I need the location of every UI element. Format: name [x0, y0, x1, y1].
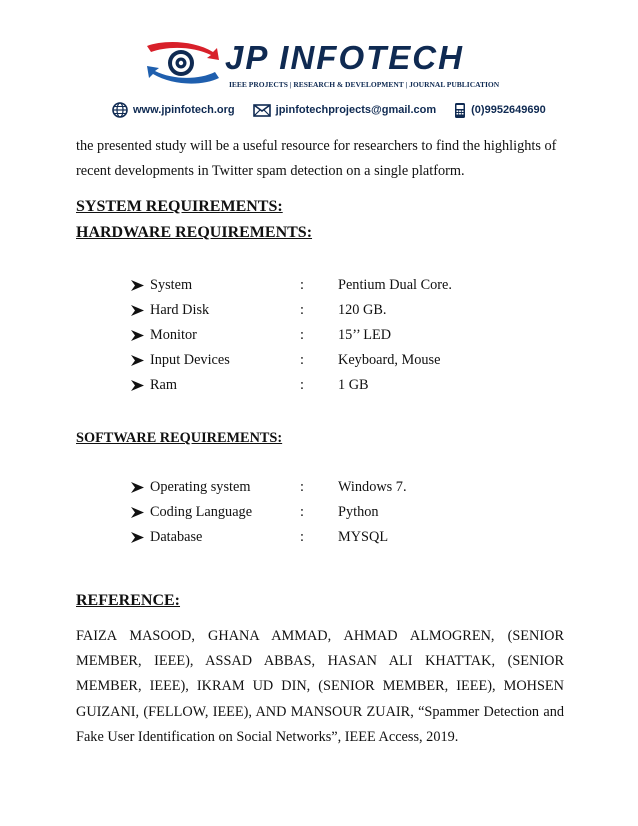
arrow-bullet-icon — [131, 305, 144, 316]
separator: : — [300, 302, 304, 318]
software-value: Python — [338, 504, 379, 520]
mobile-phone-icon — [454, 102, 466, 119]
contact-row — [112, 101, 546, 119]
phone-contact[interactable] — [454, 102, 546, 119]
hardware-name: Ram — [150, 377, 178, 393]
hardware-name: Monitor — [150, 327, 197, 343]
hardware-requirements-heading: HARDWARE REQUIREMENTS: — [76, 224, 313, 241]
arrow-bullet-icon — [131, 380, 144, 391]
separator: : — [300, 352, 304, 368]
email-contact[interactable] — [253, 104, 436, 117]
separator: : — [300, 504, 304, 520]
hardware-value: 15’’ LED — [338, 327, 392, 343]
separator: : — [300, 277, 304, 293]
arrow-bullet-icon — [131, 532, 144, 543]
hardware-value: 1 GB — [338, 377, 369, 393]
arrow-bullet-icon — [131, 330, 144, 341]
reference-heading: REFERENCE: — [76, 592, 181, 609]
software-value: Windows 7. — [338, 479, 407, 495]
envelope-icon — [253, 104, 271, 117]
separator: : — [300, 377, 304, 393]
software-name: Coding Language — [150, 504, 253, 520]
separator: : — [300, 529, 304, 545]
software-name: Database — [150, 529, 203, 545]
separator: : — [300, 327, 304, 343]
email-link[interactable]: jpinfotechprojects@gmail.com — [275, 104, 437, 116]
hardware-value: Pentium Dual Core. — [338, 277, 452, 293]
hardware-name: System — [150, 277, 193, 293]
software-name: Operating system — [150, 479, 251, 495]
jp-infotech-logo-icon — [143, 38, 223, 88]
hardware-name: Input Devices — [150, 352, 230, 368]
hardware-name: Hard Disk — [150, 302, 210, 318]
intro-paragraph: the presented study will be a useful resource for researchers to find the highlights of recent developments in Twitter spam detection on a single platform. — [76, 138, 557, 179]
hardware-value: Keyboard, Mouse — [338, 352, 441, 368]
separator: : — [300, 479, 304, 495]
arrow-bullet-icon — [131, 507, 144, 518]
hardware-value: 120 GB. — [338, 302, 387, 318]
globe-icon — [112, 102, 128, 118]
software-requirements-heading: SOFTWARE REQUIREMENTS: — [76, 430, 283, 446]
arrow-bullet-icon — [131, 482, 144, 493]
website-link[interactable]: www.jpinfotech.org — [133, 104, 235, 116]
arrow-bullet-icon — [131, 280, 144, 291]
letterhead — [0, 0, 638, 125]
website-contact[interactable] — [112, 102, 235, 118]
reference-citation: FAIZA MASOOD, GHANA AMMAD, AHMAD ALMOGREN, (SENIOR MEMBER, IEEE), ASSAD ABBAS, HASAN ALI KHATTAK, (SENIOR MEMBER, IEEE), IKRAM UD DIN, (SENIOR MEMBER, IEEE), MOHSEN GUIZANI, (FELLOW, IEEE), AND MANSOUR ZUAIR, “Spammer Detection and Fake User Identification on Social Networks”, IEEE Access, 2019. — [76, 628, 564, 745]
software-value: MYSQL — [338, 529, 389, 545]
system-requirements-heading: SYSTEM REQUIREMENTS: — [76, 198, 283, 215]
phone-number[interactable]: (0)9952649690 — [471, 104, 546, 116]
brand-name: JP INFOTECH — [225, 39, 464, 76]
brand-tagline: IEEE PROJECTS | RESEARCH & DEVELOPMENT | JOURNAL PUBLICATION — [229, 80, 500, 89]
arrow-bullet-icon — [131, 355, 144, 366]
